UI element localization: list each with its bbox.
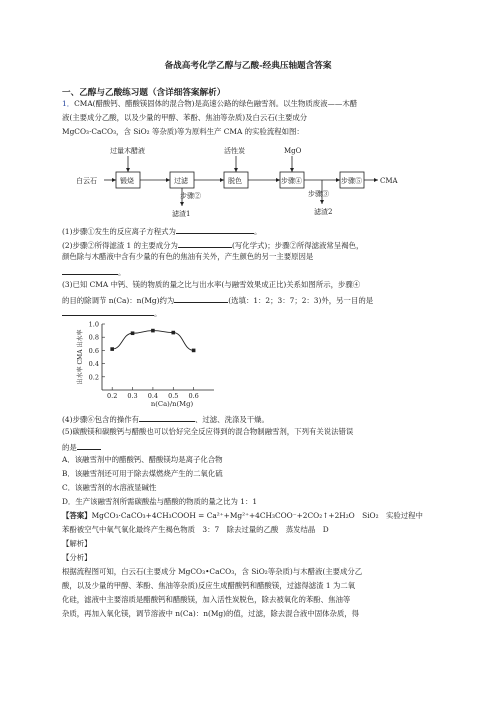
subq-2a: (2)步骤②所得滤渣 1 的主要成分为 (写化学式)；步骤②所得滤液常呈褐色，	[62, 241, 364, 250]
answer-line-2: 苯酚被空气中氧气氧化最终产生褐色物质 3：7 除去过量的乙酸 蒸发结晶 D	[62, 525, 329, 534]
option-b: B．该融雪剂还可用于除去煤燃烧产生的二氧化硫	[62, 469, 223, 478]
subq-5b: 的是	[62, 441, 101, 453]
flow-input2-label: 活性炭	[224, 147, 245, 155]
subq-3b: 的目的除调节 n(Ca)：n(Mg)约为 (选填：1：2；3：7；2：3)外，另一目的是	[62, 296, 374, 305]
y-tick-label: 1.0	[88, 320, 99, 329]
blank-1	[176, 225, 254, 234]
x-tick-label: 0.3	[127, 392, 138, 400]
option-c: C．该融雪剂的水溶液显碱性	[62, 483, 157, 492]
x-tick-label: 0.6	[188, 392, 199, 400]
question-number: 1．	[62, 99, 75, 108]
analysis-line-2: 酸，以及少量的甲醇、苯酚、焦油等杂质)反应生成醋酸钙和醋酸镁，过滤得滤渣 1 为二氧	[62, 581, 356, 590]
option-d: D．生产该融雪剂所需碳酸盐与醋酸的物质的量之比为 1：1	[62, 497, 258, 506]
data-point	[131, 331, 135, 335]
section-heading: 一、乙醇与乙酸练习题（含详细答案解析）	[62, 88, 226, 98]
page-title: 备战高考化学乙醇与乙酸-经典压轴题含答案	[164, 61, 332, 71]
analysis-line-1: 根据流程图可知，白云石(主要成分 MgCO₃•CaCO₃，含 SiO₂等杂质)与木醋液(主要成分乙	[62, 567, 363, 576]
flow-sub-step3-label: 步骤③	[308, 190, 329, 198]
flow-residue1-label: 滤渣1	[172, 210, 191, 218]
answer-line-1: 【答案】MgCO₃·CaCO₃+4CH₃COOH = Ca²⁺+Mg²⁺+4CH₃COO⁻+2CO₂↑+2H₂O SiO₂ 实验过程中	[62, 511, 423, 520]
series-line	[112, 331, 193, 351]
x-tick-label: 0.2	[107, 392, 118, 400]
ratio-yield-chart	[74, 318, 234, 410]
y-tick-label: 0.6	[88, 346, 99, 355]
flow-end-label: CMA	[380, 177, 398, 185]
y-axis-label: 出水率 CMA 出水率	[77, 329, 84, 385]
flow-input3-label: MgO	[284, 147, 302, 155]
subq-3a: (3)已知 CMA 中钙、镁的物质的量之比与出水率(与融雪效果成正比)关系如图所示，步骤④	[62, 280, 361, 289]
flow-step3-label: 脱色	[228, 177, 242, 185]
question-line-3: MgCO₃·CaCO₃，含 SiO₂ 等杂质)等为原料生产 CMA 的实验流程如图：	[62, 127, 304, 136]
question-line-2: 液(主要成分乙酸，以及少量的甲醇、苯酚、焦油等杂质)及白云石(主要成分	[62, 113, 308, 122]
flow-step1-label: 锻烧	[120, 177, 134, 185]
x-tick-label: 0.5	[168, 392, 179, 400]
y-tick-label: 0.4	[88, 360, 99, 369]
y-tick-label: 0.8	[88, 333, 99, 342]
data-point	[171, 331, 175, 335]
flow-input1-label: 过量木醋液	[110, 147, 145, 155]
subq-2c: 。	[62, 266, 125, 278]
flow-step5-label: 步骤⑤	[341, 177, 362, 185]
subq-4: (4)步骤⑥包含的操作有 、过滤、洗涤及干燥。	[62, 415, 269, 424]
data-point	[110, 347, 114, 351]
flow-sub-step2-label: 步骤②	[180, 192, 201, 200]
subq-5a: (5)碳酸镁和碳酸钙与醋酸也可以恰好完全反应得到的混合物制融雪剂，下列有关说法错误	[62, 427, 354, 436]
subq-3c: 。	[62, 307, 161, 319]
blank-3	[62, 266, 118, 275]
option-a: A．该融雪剂中的醋酸钙、醋酸镁均是离子化合物	[62, 455, 223, 464]
flow-start-label: 白云石	[76, 177, 97, 185]
blank-2	[178, 239, 232, 248]
analysis-label: 【解析】	[62, 539, 92, 548]
blank-4	[174, 294, 228, 303]
data-point	[151, 329, 155, 333]
subq-1: (1)步骤①发生的反应离子方程式为 。	[62, 227, 262, 236]
x-tick-label: 0.4	[147, 392, 159, 400]
analysis-line-3: 化硅，滤液中主要溶质是醋酸钙和醋酸镁，加入活性炭脱色，除去被氧化的苯酚、焦油等	[62, 595, 351, 604]
flow-residue2-label: 滤渣2	[314, 208, 333, 216]
data-point	[192, 349, 196, 353]
x-axis-label: n(Ca)/n(Mg)	[150, 400, 194, 408]
blank-5	[62, 307, 154, 316]
flow-step2-label: 过滤	[174, 177, 188, 185]
fenxi-label: 【分析】	[62, 553, 92, 562]
flow-step4-label: 步骤④	[281, 177, 302, 185]
analysis-line-4: 杂质，再加入氧化镁，调节溶液中 n(Ca)：n(Mg)的值，过滤，除去混合液中固体杂质，得	[62, 609, 360, 618]
subq-2b: 颜色除与木醋液中含有少量的有色的焦油有关外，产生颜色的另一主要原因是	[62, 252, 314, 261]
answer-label: 【答案】	[62, 511, 92, 520]
question-line-1: 1．CMA(醋酸钙、醋酸镁固体的混合物)是高速公路的绿色融雪剂。以生物质废液——木醋	[62, 99, 358, 108]
blank-6	[139, 413, 195, 422]
blank-7	[77, 441, 101, 450]
process-flow-diagram	[74, 144, 404, 220]
y-tick-label: 0.2	[88, 373, 99, 382]
